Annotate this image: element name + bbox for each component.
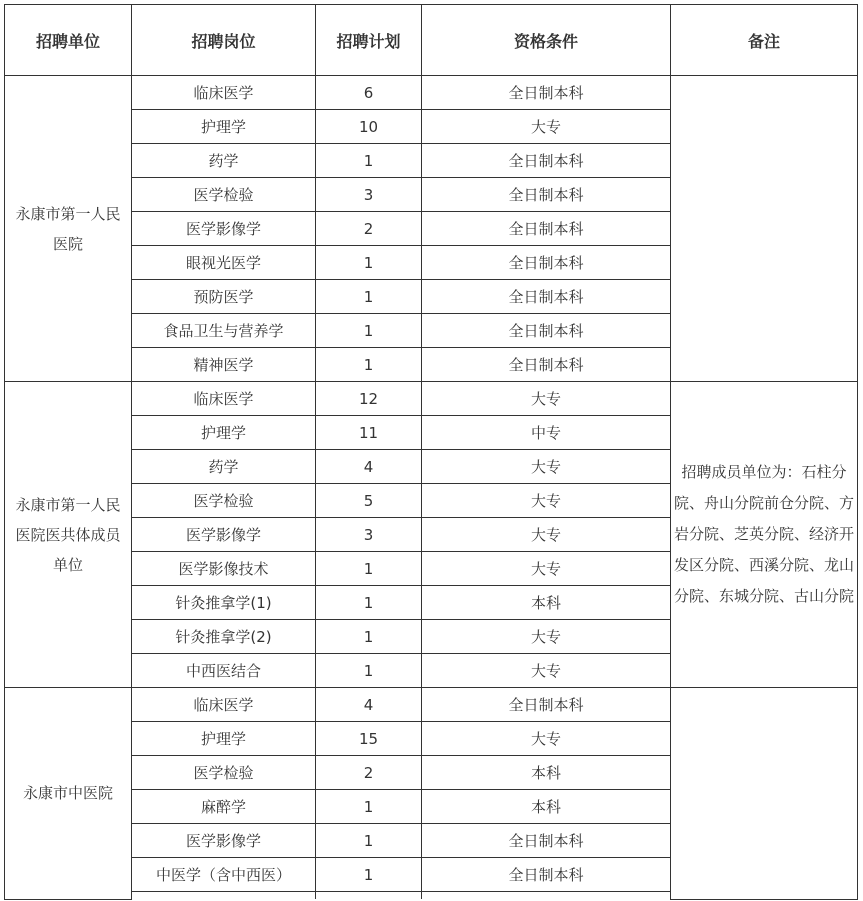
condition-cell: 全日制本科 (422, 858, 671, 892)
plan-cell: 1 (316, 654, 422, 688)
condition-cell: 全日制本科 (422, 688, 671, 722)
plan-cell: 4 (316, 450, 422, 484)
post-cell: 医学检验 (132, 178, 316, 212)
post-cell: 临床医学 (132, 382, 316, 416)
header-remark: 备注 (671, 5, 858, 76)
unit-cell: 永康市第一人民医院 (5, 76, 132, 382)
post-cell: 食品卫生与营养学 (132, 314, 316, 348)
condition-cell: 大专 (422, 450, 671, 484)
plan-cell-empty (316, 892, 422, 900)
condition-cell: 大专 (422, 620, 671, 654)
condition-cell: 全日制本科 (422, 824, 671, 858)
remark-cell (671, 688, 858, 900)
table-row (5, 76, 858, 110)
post-cell: 临床医学 (132, 688, 316, 722)
remark-cell: 招聘成员单位为：石柱分院、舟山分院前仓分院、方岩分院、芝英分院、经济开发区分院、西溪分院、龙山分院、东城分院、古山分院 (671, 382, 858, 688)
condition-cell: 全日制本科 (422, 280, 671, 314)
post-cell: 护理学 (132, 416, 316, 450)
post-cell: 中医学（含中西医） (132, 858, 316, 892)
header-post: 招聘岗位 (132, 5, 316, 76)
header-condition: 资格条件 (422, 5, 671, 76)
post-cell: 临床医学 (132, 76, 316, 110)
condition-cell: 本科 (422, 756, 671, 790)
plan-cell: 1 (316, 620, 422, 654)
plan-cell: 1 (316, 790, 422, 824)
condition-cell: 大专 (422, 110, 671, 144)
plan-cell: 2 (316, 212, 422, 246)
post-cell: 眼视光医学 (132, 246, 316, 280)
post-cell: 药学 (132, 144, 316, 178)
plan-cell: 1 (316, 246, 422, 280)
plan-cell: 12 (316, 382, 422, 416)
condition-cell: 大专 (422, 518, 671, 552)
condition-cell: 大专 (422, 552, 671, 586)
plan-cell: 1 (316, 552, 422, 586)
plan-cell: 3 (316, 518, 422, 552)
header-plan: 招聘计划 (316, 5, 422, 76)
condition-cell: 全日制本科 (422, 348, 671, 382)
plan-cell: 2 (316, 756, 422, 790)
post-cell: 医学检验 (132, 484, 316, 518)
post-cell: 药学 (132, 450, 316, 484)
condition-cell: 全日制本科 (422, 314, 671, 348)
condition-cell: 大专 (422, 382, 671, 416)
post-cell: 医学影像学 (132, 518, 316, 552)
plan-cell: 6 (316, 76, 422, 110)
plan-cell: 4 (316, 688, 422, 722)
plan-cell: 1 (316, 280, 422, 314)
condition-cell: 大专 (422, 484, 671, 518)
unit-cell: 永康市中医院 (5, 688, 132, 900)
post-cell: 医学影像学 (132, 212, 316, 246)
plan-cell: 11 (316, 416, 422, 450)
post-cell: 医学检验 (132, 756, 316, 790)
plan-cell: 1 (316, 348, 422, 382)
unit-cell: 永康市第一人民医院医共体成员单位 (5, 382, 132, 688)
post-cell: 护理学 (132, 110, 316, 144)
post-cell: 护理学 (132, 722, 316, 756)
condition-cell: 全日制本科 (422, 76, 671, 110)
plan-cell: 10 (316, 110, 422, 144)
condition-cell: 全日制本科 (422, 144, 671, 178)
post-cell: 麻醉学 (132, 790, 316, 824)
recruitment-table (4, 4, 858, 900)
plan-cell: 1 (316, 858, 422, 892)
table-row (5, 382, 858, 416)
condition-cell: 全日制本科 (422, 212, 671, 246)
post-cell: 针灸推拿学(2) (132, 620, 316, 654)
post-cell: 精神医学 (132, 348, 316, 382)
header-unit: 招聘单位 (5, 5, 132, 76)
condition-cell: 全日制本科 (422, 178, 671, 212)
post-cell: 针灸推拿学(1) (132, 586, 316, 620)
plan-cell: 1 (316, 314, 422, 348)
condition-cell: 本科 (422, 586, 671, 620)
condition-cell: 大专 (422, 654, 671, 688)
post-cell: 医学影像技术 (132, 552, 316, 586)
header-row (5, 5, 858, 76)
post-cell-empty (132, 892, 316, 900)
plan-cell: 1 (316, 586, 422, 620)
condition-cell: 全日制本科 (422, 246, 671, 280)
condition-cell: 中专 (422, 416, 671, 450)
post-cell: 医学影像学 (132, 824, 316, 858)
condition-cell: 本科 (422, 790, 671, 824)
plan-cell: 3 (316, 178, 422, 212)
plan-cell: 5 (316, 484, 422, 518)
condition-cell-empty (422, 892, 671, 900)
plan-cell: 1 (316, 824, 422, 858)
condition-cell: 大专 (422, 722, 671, 756)
plan-cell: 1 (316, 144, 422, 178)
post-cell: 中西医结合 (132, 654, 316, 688)
table-row (5, 688, 858, 722)
post-cell: 预防医学 (132, 280, 316, 314)
remark-cell (671, 76, 858, 382)
plan-cell: 15 (316, 722, 422, 756)
